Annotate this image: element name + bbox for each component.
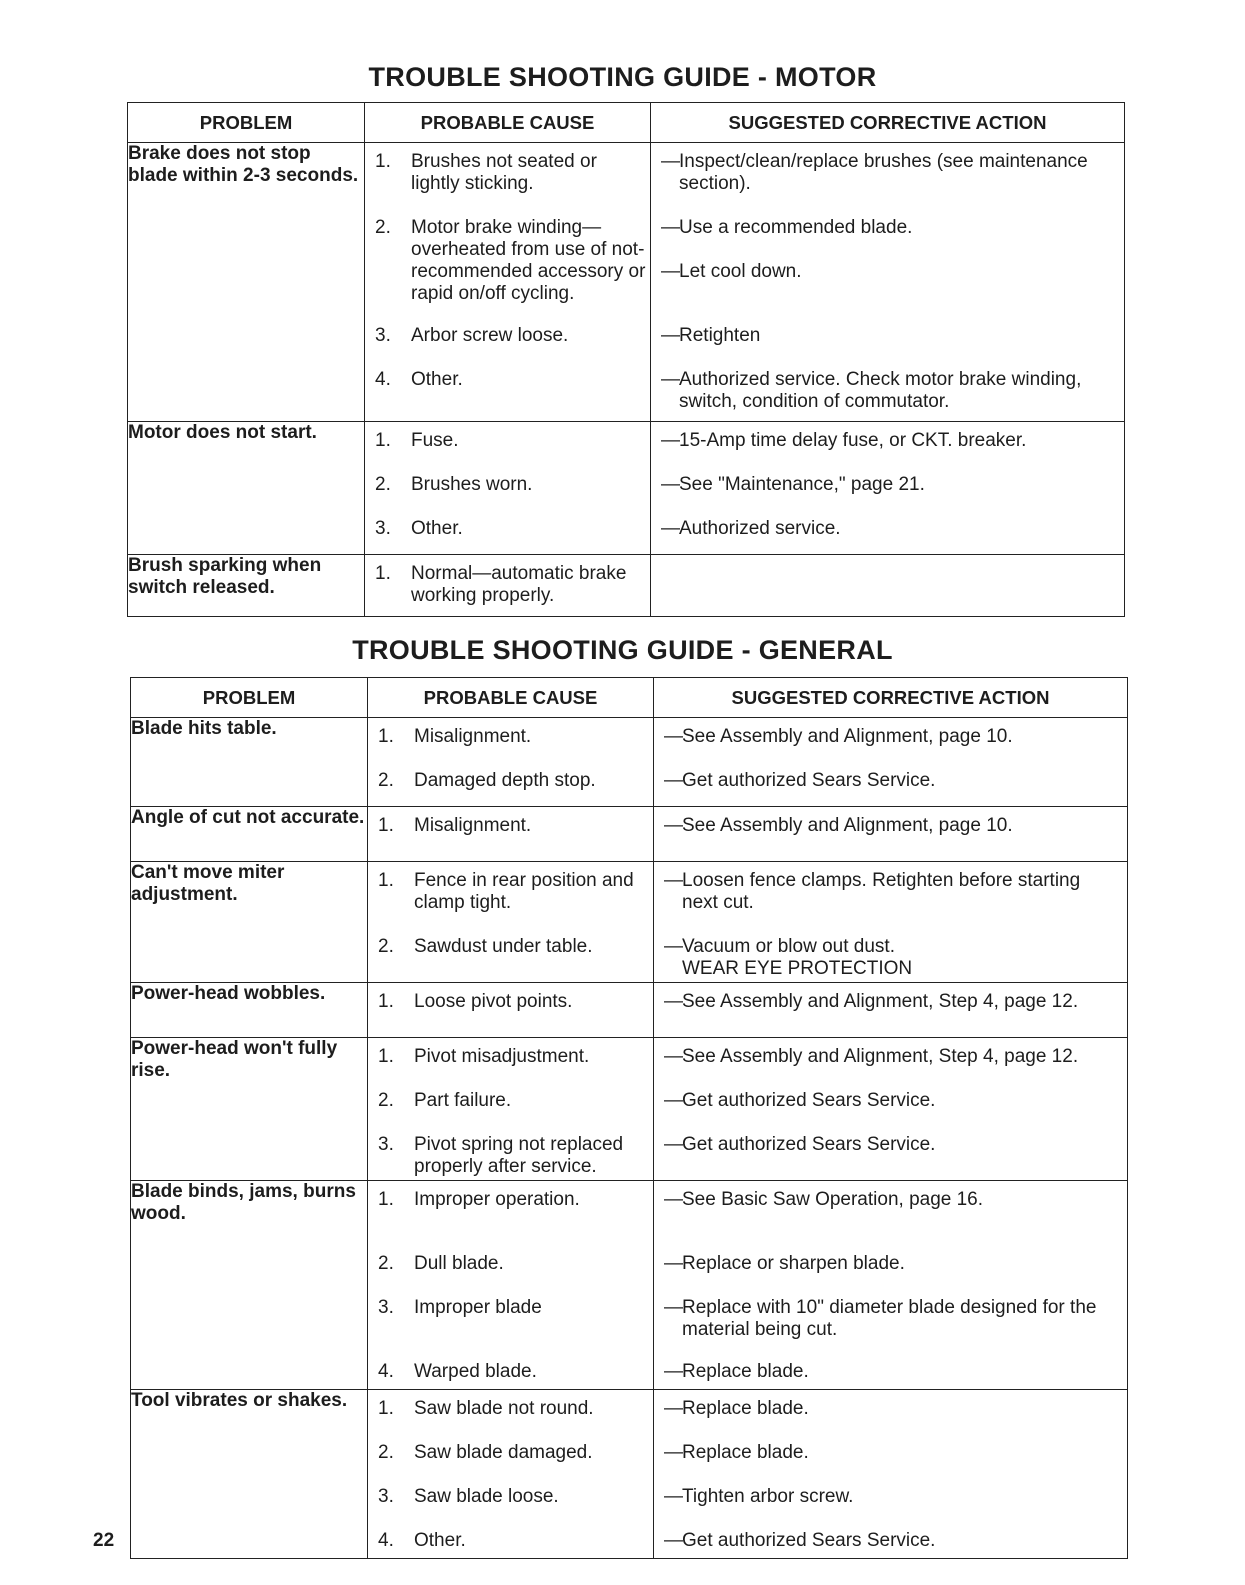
cause-item: 1. Brushes not seated or lightly sticking. [375, 151, 597, 194]
cause-item: 1. Fuse. [375, 430, 459, 451]
action-header: SUGGESTED CORRECTIVE ACTION [651, 103, 1125, 143]
action-item: — Replace or sharpen blade. [664, 1253, 905, 1274]
cause-item: 2. Brushes worn. [375, 474, 533, 495]
action-item: — Vacuum or blow out dust. WEAR EYE PROTECTION [664, 936, 913, 979]
problem-cell: Tool vibrates or shakes. [131, 1390, 368, 1559]
cause-item: 2. Saw blade damaged. [378, 1442, 593, 1463]
action-item: — Authorized service. [661, 518, 841, 539]
action-item: — Authorized service. Check motor brake winding, switch, condition of commutator. [661, 369, 1082, 412]
cause-item: 1. Misalignment. [378, 726, 532, 747]
cause-item: 4. Other. [378, 1530, 466, 1551]
cause-item: 2. Damaged depth stop. [378, 770, 596, 791]
cause-item: 3. Pivot spring not replaced properly after service. [378, 1134, 624, 1177]
motor-trouble-table [127, 102, 1125, 617]
cause-item: 3. Arbor screw loose. [375, 325, 569, 346]
cause-item: 4. Other. [375, 369, 463, 390]
motor-guide-title: TROUBLE SHOOTING GUIDE - MOTOR [368, 62, 877, 92]
cause-item: 4. Warped blade. [378, 1361, 537, 1382]
action-item: — Get authorized Sears Service. [664, 1134, 936, 1155]
cause-item: 1. Fence in rear position and clamp tight. [378, 870, 634, 913]
action-item: — Get authorized Sears Service. [664, 770, 936, 791]
action-item: — Retighten [661, 325, 761, 346]
cause-item: 1. Normal—automatic brake working properly. [375, 563, 627, 606]
problem-header: PROBLEM [131, 678, 368, 718]
problem-cell: Motor does not start. [128, 422, 365, 555]
action-item: — Get authorized Sears Service. [664, 1530, 936, 1551]
cause-item: 2. Motor brake winding—overheated from use of not-recommended accessory or rapid on/off cycling. [375, 217, 646, 304]
cause-item: 2. Part failure. [378, 1090, 512, 1111]
problem-cell: Angle of cut not accurate. [131, 807, 368, 862]
action-item: — Replace blade. [664, 1398, 809, 1419]
cause-header: PROBABLE CAUSE [368, 678, 654, 718]
cause-item: 1. Improper operation. [378, 1189, 580, 1210]
cause-item: 3. Other. [375, 518, 463, 539]
action-item: — Use a recommended blade. [661, 217, 913, 238]
action-item: — Replace blade. [664, 1361, 809, 1382]
problem-cell: Power-head won't fully rise. [131, 1038, 368, 1181]
action-item: — See Assembly and Alignment, Step 4, page 12. [664, 1046, 1079, 1067]
general-trouble-table [130, 677, 1128, 1559]
action-item: — Inspect/clean/replace brushes (see maintenance section). [661, 151, 1088, 194]
action-item: — See Basic Saw Operation, page 16. [664, 1189, 984, 1210]
cause-item: 1. Pivot misadjustment. [378, 1046, 590, 1067]
action-item: — Replace blade. [664, 1442, 809, 1463]
page-number: 22 [93, 1530, 115, 1551]
problem-cell: Blade hits table. [131, 718, 368, 807]
action-item: — See Assembly and Alignment, page 10. [664, 726, 1013, 747]
cause-item: 1. Saw blade not round. [378, 1398, 594, 1419]
problem-cell: Brush sparking when switch released. [128, 555, 365, 617]
action-item: — See "Maintenance," page 21. [661, 474, 925, 495]
problem-cell: Can't move miter adjustment. [131, 862, 368, 983]
action-header: SUGGESTED CORRECTIVE ACTION [654, 678, 1128, 718]
action-item: — See Assembly and Alignment, Step 4, page 12. [664, 991, 1079, 1012]
problem-cell: Brake does not stop blade within 2-3 seconds. [128, 143, 365, 422]
action-item: — Loosen fence clamps. Retighten before starting next cut. [664, 870, 1081, 913]
action-item: — Tighten arbor screw. [664, 1486, 854, 1507]
cause-header: PROBABLE CAUSE [365, 103, 651, 143]
cause-item: 2. Sawdust under table. [378, 936, 593, 957]
empty-action-cell [651, 555, 1125, 617]
problem-cell: Power-head wobbles. [131, 983, 368, 1038]
cause-item: 3. Saw blade loose. [378, 1486, 559, 1507]
problem-header: PROBLEM [128, 103, 365, 143]
cause-item: 1. Loose pivot points. [378, 991, 573, 1012]
cause-item: 1. Misalignment. [378, 815, 532, 836]
action-item: — 15-Amp time delay fuse, or CKT. breaker. [661, 430, 1027, 451]
action-item: — Let cool down. [661, 261, 802, 282]
problem-cell: Blade binds, jams, burns wood. [131, 1181, 368, 1390]
action-item: — Replace with 10" diameter blade designed for the material being cut. [664, 1297, 1097, 1340]
action-item: — Get authorized Sears Service. [664, 1090, 936, 1111]
general-guide-title: TROUBLE SHOOTING GUIDE - GENERAL [352, 635, 893, 665]
cause-item: 2. Dull blade. [378, 1253, 504, 1274]
cause-item: 3. Improper blade [378, 1297, 542, 1318]
action-item: — See Assembly and Alignment, page 10. [664, 815, 1013, 836]
